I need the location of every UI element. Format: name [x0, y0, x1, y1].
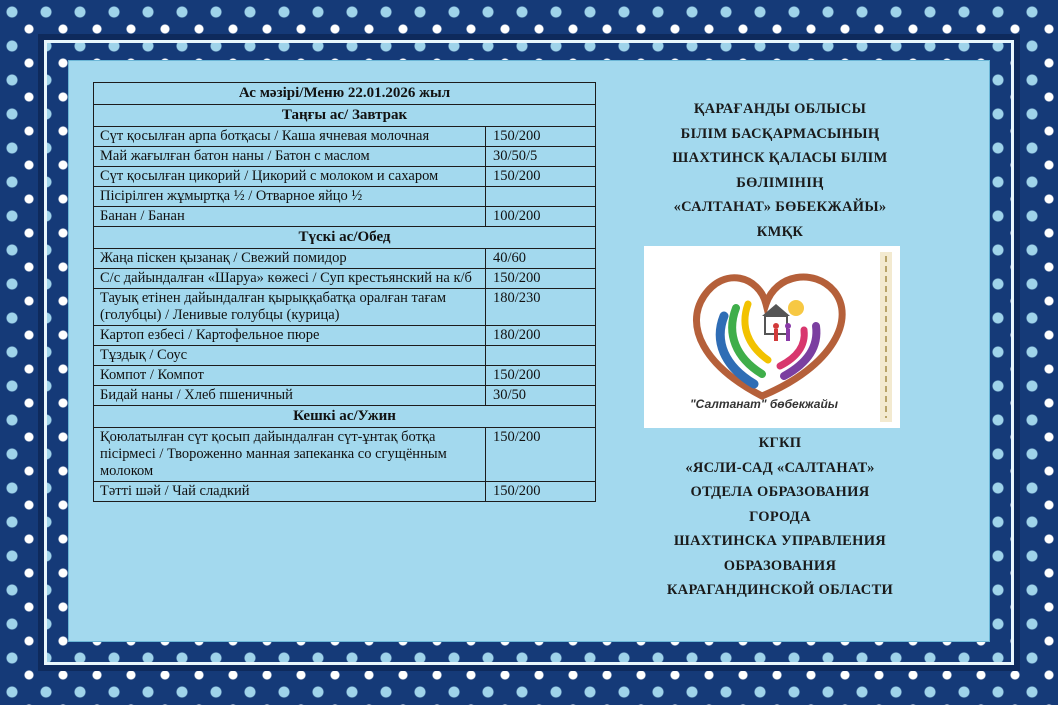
menu-section-row	[94, 227, 596, 249]
menu-item-name: Бидай наны / Хлеб пшеничный	[94, 386, 486, 406]
menu-item-row	[94, 366, 596, 386]
org-kz-line: ШАХТИНСК ҚАЛАСЫ БІЛІМ	[672, 150, 888, 166]
menu-item-portion: 150/200	[486, 366, 596, 386]
menu-item-portion: 180/230	[486, 289, 596, 326]
menu-item-row	[94, 326, 596, 346]
org-kz-line: КМҚК	[756, 223, 804, 240]
menu-title: Ас мәзірі/Меню 22.01.2026 жыл	[94, 83, 596, 105]
menu-item-row	[94, 386, 596, 406]
menu-item-row	[94, 289, 596, 326]
org-kz-line: ҚАРАҒАНДЫ ОБЛЫСЫ	[693, 101, 867, 117]
kindergarten-logo	[644, 246, 900, 428]
org-ru-line: ГОРОДА	[749, 508, 811, 525]
menu-item-portion	[486, 346, 596, 366]
logo-caption: "Салтанат" бөбекжайы	[689, 397, 839, 411]
menu-section-row	[94, 406, 596, 428]
org-kz-line: БІЛІМ БАСҚАРМАСЫНЫҢ	[680, 125, 880, 142]
menu-item-row	[94, 167, 596, 187]
menu-item-row	[94, 187, 596, 207]
org-kz-line: «САЛТАНАТ» БӨБЕКЖАЙЫ»	[673, 199, 887, 215]
menu-item-name: Тәтті шәй / Чай сладкий	[94, 482, 486, 502]
menu-item-name: Қоюлатылған сүт қосып дайындалған сүт-ұнтақ ботқа пісірмесі / Твороженно манная запеканка со сгущённым молоком	[94, 428, 486, 482]
org-name-russian	[620, 431, 940, 603]
menu-item-portion: 30/50/5	[486, 147, 596, 167]
menu-item-row	[94, 428, 596, 482]
menu-item-portion: 150/200	[486, 269, 596, 289]
menu-item-portion: 30/50	[486, 386, 596, 406]
menu-item-row	[94, 249, 596, 269]
menu-item-name: Банан / Банан	[94, 207, 486, 227]
menu-item-name: Май жағылған батон наны / Батон с маслом	[94, 147, 486, 167]
menu-item-name: Тұздық / Соус	[94, 346, 486, 366]
menu-item-name: Жаңа піскен қызанақ / Свежий помидор	[94, 249, 486, 269]
menu-item-row	[94, 147, 596, 167]
menu-title-row	[94, 83, 596, 105]
menu-item-name: Сүт қосылған арпа ботқасы / Каша ячневая молочная	[94, 127, 486, 147]
org-ru-line: ОТДЕЛА ОБРАЗОВАНИЯ	[690, 484, 870, 500]
menu-item-row	[94, 207, 596, 227]
org-ru-line: КГКП	[758, 435, 802, 451]
org-name-kazakh	[620, 97, 940, 244]
org-ru-line: КАРАГАНДИНСКОЙ ОБЛАСТИ	[666, 582, 894, 598]
menu-item-row	[94, 269, 596, 289]
menu-item-portion: 40/60	[486, 249, 596, 269]
org-kz-line: БӨЛІМІНІҢ	[736, 174, 824, 191]
menu-item-row	[94, 127, 596, 147]
menu-section-heading: Түскі ас/Обед	[94, 227, 596, 249]
menu-item-row	[94, 482, 596, 502]
menu-item-portion	[486, 187, 596, 207]
menu-item-portion: 150/200	[486, 167, 596, 187]
menu-item-name: С/с дайындалған «Шаруа» көжесі / Суп крестьянский на к/б	[94, 269, 486, 289]
menu-item-portion: 150/200	[486, 482, 596, 502]
menu-item-portion: 150/200	[486, 428, 596, 482]
menu-item-name: Пісірілген жұмыртқа ½ / Отварное яйцо ½	[94, 187, 486, 207]
menu-section-heading: Кешкі ас/Ужин	[94, 406, 596, 428]
menu-item-row	[94, 346, 596, 366]
menu-section-row	[94, 105, 596, 127]
org-ru-line: «ЯСЛИ-САД «САЛТАНАТ»	[685, 459, 875, 476]
menu-item-name: Тауық етінен дайындалған қырыққабатқа оралған тағам (голубцы) / Ленивые голубцы (курица)	[94, 289, 486, 326]
menu-item-name: Сүт қосылған цикорий / Цикорий с молоком и сахаром	[94, 167, 486, 187]
menu-item-name: Компот / Компот	[94, 366, 486, 386]
menu-item-portion: 150/200	[486, 127, 596, 147]
menu-item-portion: 100/200	[486, 207, 596, 227]
menu-item-name: Картоп езбесі / Картофельное пюре	[94, 326, 486, 346]
menu-item-portion: 180/200	[486, 326, 596, 346]
org-ru-line: ОБРАЗОВАНИЯ	[723, 557, 837, 574]
menu-table	[93, 82, 596, 502]
org-ru-line: ШАХТИНСКА УПРАВЛЕНИЯ	[673, 533, 887, 549]
menu-section-heading: Таңғы ас/ Завтрак	[94, 105, 596, 127]
